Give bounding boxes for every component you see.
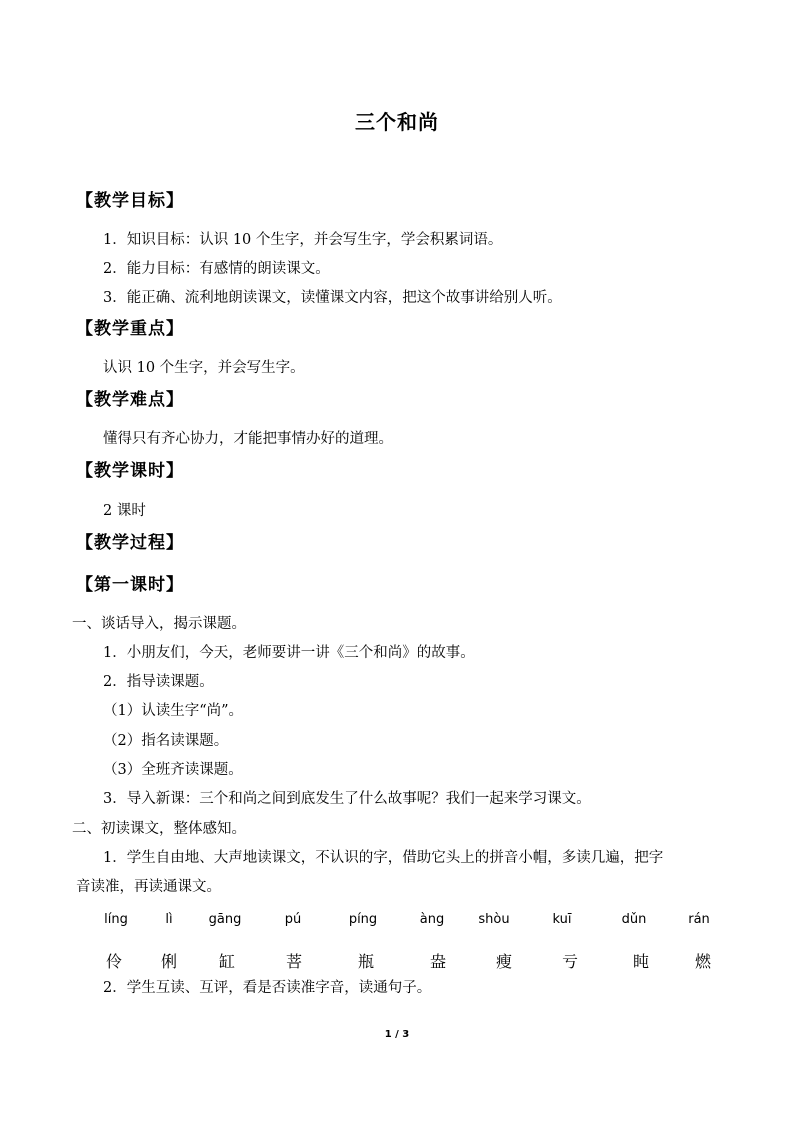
step-two-item-1-line-2: 音读准，再读通课文。 — [76, 879, 221, 895]
pinyin-label: líng — [104, 912, 128, 927]
pinyin-label: àng — [419, 912, 445, 927]
goal-item-2: 2．能力目标：有感情的朗读课文。 — [103, 261, 330, 277]
pinyin-row — [0, 912, 794, 932]
step-one-title: 一、谈话导入，揭示课题。 — [72, 616, 246, 632]
difficulty-text: 懂得只有齐心协力，才能把事情办好的道理。 — [103, 431, 393, 447]
step-one-item-2: 2．指导读课题。 — [103, 674, 214, 690]
step-one-subitem-3: （3）全班齐读课题。 — [103, 762, 243, 778]
pinyin-label: dǔn — [621, 912, 647, 927]
lesson-one-heading: 【第一课时】 — [76, 575, 184, 595]
vocab-character: 菩 — [285, 952, 303, 971]
process-heading: 【教学过程】 — [76, 533, 184, 553]
goal-item-3: 3．能正确、流利地朗读课文，读懂课文内容，把这个故事讲给别人听。 — [103, 290, 562, 306]
class-hours-heading: 【教学课时】 — [76, 461, 184, 481]
step-two-item-2: 2．学生互读、互评，看是否读准字音，读通句子。 — [103, 980, 432, 996]
vocab-character: 燃 — [694, 952, 712, 971]
page-number: 1 / 3 — [384, 1029, 410, 1040]
pinyin-label: shòu — [478, 912, 510, 927]
vocab-character: 瘦 — [495, 952, 513, 971]
pinyin-label: rán — [688, 912, 710, 927]
key-points-text: 认识 10 个生字，并会写生字。 — [103, 360, 305, 376]
pinyin-label: pú — [284, 912, 302, 927]
document-title: 三个和尚 — [355, 110, 439, 134]
pinyin-label: lì — [165, 912, 173, 927]
vocab-character: 盎 — [429, 952, 447, 971]
pinyin-label: píng — [348, 912, 378, 927]
vocab-character: 盹 — [632, 952, 650, 971]
pinyin-label: gāng — [208, 912, 242, 927]
step-one-item-1: 1．小朋友们，今天，老师要讲一讲《三个和尚》的故事。 — [103, 645, 475, 661]
class-hours-text: 2 课时 — [103, 503, 146, 519]
step-two-item-1-line-1: 1．学生自由地、大声地读课文，不认识的字，借助它头上的拼音小帽，多读几遍，把字 — [103, 850, 664, 866]
goal-item-1: 1．知识目标：认识 10 个生字，并会写生字，学会积累词语。 — [103, 232, 503, 248]
vocab-character: 缸 — [218, 952, 236, 971]
goals-heading: 【教学目标】 — [76, 191, 184, 211]
step-one-subitem-1: （1）认读生字“尚”。 — [103, 703, 244, 719]
step-one-item-3: 3．导入新课：三个和尚之间到底发生了什么故事呢？我们一起来学习课文。 — [103, 791, 591, 807]
key-points-heading: 【教学重点】 — [76, 319, 184, 339]
step-two-title: 二、初读课文，整体感知。 — [72, 821, 246, 837]
pinyin-label: kuī — [552, 912, 572, 927]
difficulty-heading: 【教学难点】 — [76, 390, 184, 410]
vocab-character: 伶 — [105, 952, 123, 971]
vocab-character: 亏 — [561, 952, 579, 971]
vocab-character: 俐 — [160, 952, 178, 971]
character-row — [0, 949, 794, 971]
step-one-subitem-2: （2）指名读课题。 — [103, 733, 229, 749]
vocab-character: 瓶 — [357, 952, 375, 971]
